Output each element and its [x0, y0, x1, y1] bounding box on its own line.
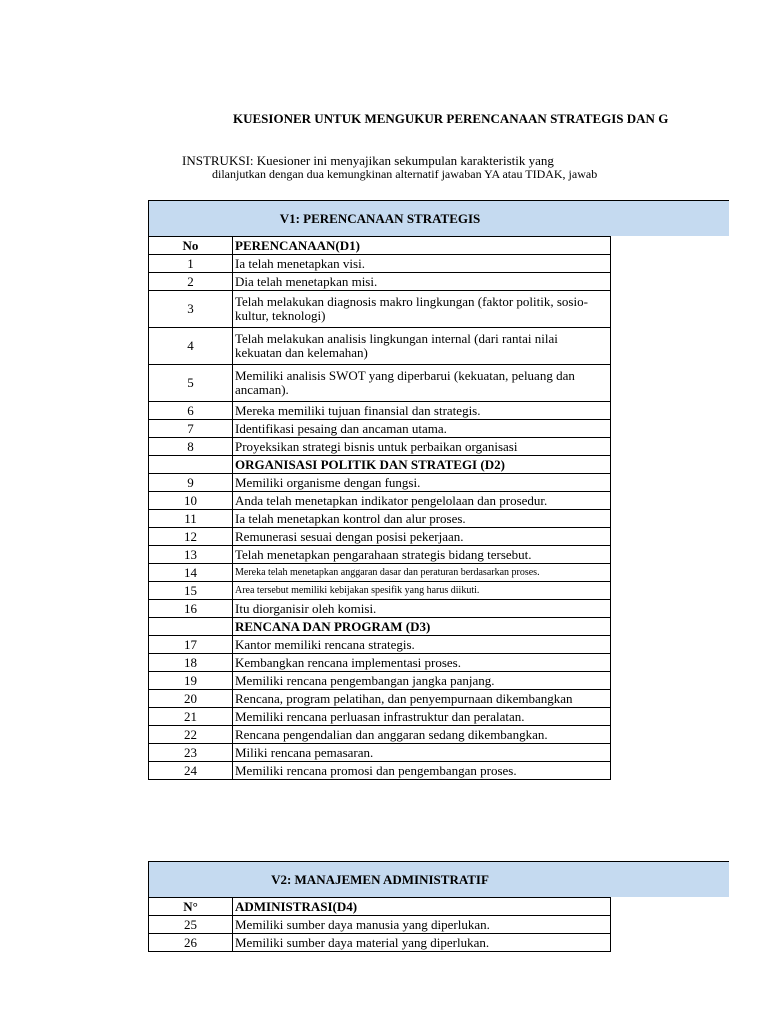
table-row [149, 492, 611, 510]
item-number: 12 [149, 528, 233, 546]
item-number [149, 456, 233, 474]
item-text: Rencana pengendalian dan anggaran sedang dikembangkan. [233, 726, 611, 744]
table-row [149, 255, 611, 273]
item-text: Dia telah menetapkan misi. [233, 273, 611, 291]
table-row [149, 402, 611, 420]
item-text: Memiliki rencana pengembangan jangka panjang. [233, 672, 611, 690]
section-2-header [148, 861, 729, 897]
item-text: Itu diorganisir oleh komisi. [233, 600, 611, 618]
table-row [149, 546, 611, 564]
section-2-title: V2: MANAJEMEN ADMINISTRATIF [271, 872, 489, 887]
table-row [149, 291, 611, 328]
item-text: Mereka telah menetapkan anggaran dasar dan peraturan berdasarkan proses. [233, 564, 611, 582]
table-row [149, 916, 611, 934]
table-row [149, 600, 611, 618]
table-row [149, 762, 611, 780]
item-number: 15 [149, 582, 233, 600]
table-row [149, 636, 611, 654]
item-number: 6 [149, 402, 233, 420]
dimension-header-row [149, 237, 611, 255]
section-1-table [148, 236, 611, 780]
item-text: Remunerasi sesuai dengan posisi pekerjaan. [233, 528, 611, 546]
dimension-header-row [149, 618, 611, 636]
item-text: Ia telah menetapkan kontrol dan alur proses. [233, 510, 611, 528]
item-number: 10 [149, 492, 233, 510]
item-text: Memiliki rencana perluasan infrastruktur dan peralatan. [233, 708, 611, 726]
item-number: 1 [149, 255, 233, 273]
table-row [149, 474, 611, 492]
item-text: Area tersebut memiliki kebijakan spesifik yang harus diikuti. [233, 582, 611, 600]
item-text: Memiliki analisis SWOT yang diperbarui (kekuatan, peluang dan ancaman). [233, 365, 611, 402]
item-number: 2 [149, 273, 233, 291]
item-number: 4 [149, 328, 233, 365]
table-row [149, 528, 611, 546]
column-header-no: N° [149, 898, 233, 916]
item-number: 8 [149, 438, 233, 456]
dimension-title: ADMINISTRASI(D4) [233, 898, 611, 916]
item-number: 5 [149, 365, 233, 402]
item-number: 3 [149, 291, 233, 328]
dimension-header-row [149, 456, 611, 474]
item-text: Ia telah menetapkan visi. [233, 255, 611, 273]
table-row [149, 744, 611, 762]
item-text: Telah melakukan analisis lingkungan internal (dari rantai nilai kekuatan dan kelemahan) [233, 328, 611, 365]
table-row [149, 438, 611, 456]
item-text: Telah melakukan diagnosis makro lingkungan (faktor politik, sosio-kultur, teknologi) [233, 291, 611, 328]
item-number: 7 [149, 420, 233, 438]
table-row [149, 564, 611, 582]
item-number: 13 [149, 546, 233, 564]
item-text: Miliki rencana pemasaran. [233, 744, 611, 762]
item-text: Identifikasi pesaing dan ancaman utama. [233, 420, 611, 438]
item-text: Mereka memiliki tujuan finansial dan strategis. [233, 402, 611, 420]
item-number: 14 [149, 564, 233, 582]
item-number: 11 [149, 510, 233, 528]
item-number: 9 [149, 474, 233, 492]
item-text: Memiliki sumber daya material yang diperlukan. [233, 934, 611, 952]
item-number: 18 [149, 654, 233, 672]
item-number: 26 [149, 934, 233, 952]
item-number: 19 [149, 672, 233, 690]
table-row [149, 582, 611, 600]
item-text: Memiliki rencana promosi dan pengembangan proses. [233, 762, 611, 780]
item-number: 24 [149, 762, 233, 780]
table-row [149, 726, 611, 744]
dimension-title: ORGANISASI POLITIK DAN STRATEGI (D2) [233, 456, 611, 474]
section-1-header [148, 200, 729, 236]
column-header-no: No [149, 237, 233, 255]
table-row [149, 708, 611, 726]
item-number: 17 [149, 636, 233, 654]
item-number: 16 [149, 600, 233, 618]
item-text: Telah menetapkan pengarahaan strategis bidang tersebut. [233, 546, 611, 564]
table-row [149, 654, 611, 672]
item-number: 25 [149, 916, 233, 934]
document-title: KUESIONER UNTUK MENGUKUR PERENCANAAN STRATEGIS DAN G [233, 111, 669, 126]
table-row [149, 690, 611, 708]
table-row [149, 365, 611, 402]
item-text: Kembangkan rencana implementasi proses. [233, 654, 611, 672]
item-number: 22 [149, 726, 233, 744]
section-2-table [148, 897, 611, 952]
dimension-title: PERENCANAAN(D1) [233, 237, 611, 255]
dimension-title: RENCANA DAN PROGRAM (D3) [233, 618, 611, 636]
item-text: Kantor memiliki rencana strategis. [233, 636, 611, 654]
table-row [149, 420, 611, 438]
item-text: Proyeksikan strategi bisnis untuk perbaikan organisasi [233, 438, 611, 456]
instructions-line-1: INSTRUKSI: Kuesioner ini menyajikan sekumpulan karakteristik yang [182, 153, 554, 168]
item-text: Memiliki organisme dengan fungsi. [233, 474, 611, 492]
item-number: 20 [149, 690, 233, 708]
item-number: 21 [149, 708, 233, 726]
table-row [149, 328, 611, 365]
item-text: Anda telah menetapkan indikator pengelolaan dan prosedur. [233, 492, 611, 510]
table-row [149, 934, 611, 952]
item-text: Memiliki sumber daya manusia yang diperlukan. [233, 916, 611, 934]
section-1-title: V1: PERENCANAAN STRATEGIS [279, 211, 481, 226]
table-row [149, 273, 611, 291]
instructions-line-2: dilanjutkan dengan dua kemungkinan alternatif jawaban YA atau TIDAK, jawab [212, 167, 598, 181]
table-row [149, 672, 611, 690]
item-number: 23 [149, 744, 233, 762]
item-text: Rencana, program pelatihan, dan penyempurnaan dikembangkan [233, 690, 611, 708]
item-number [149, 618, 233, 636]
dimension-header-row [149, 898, 611, 916]
table-row [149, 510, 611, 528]
